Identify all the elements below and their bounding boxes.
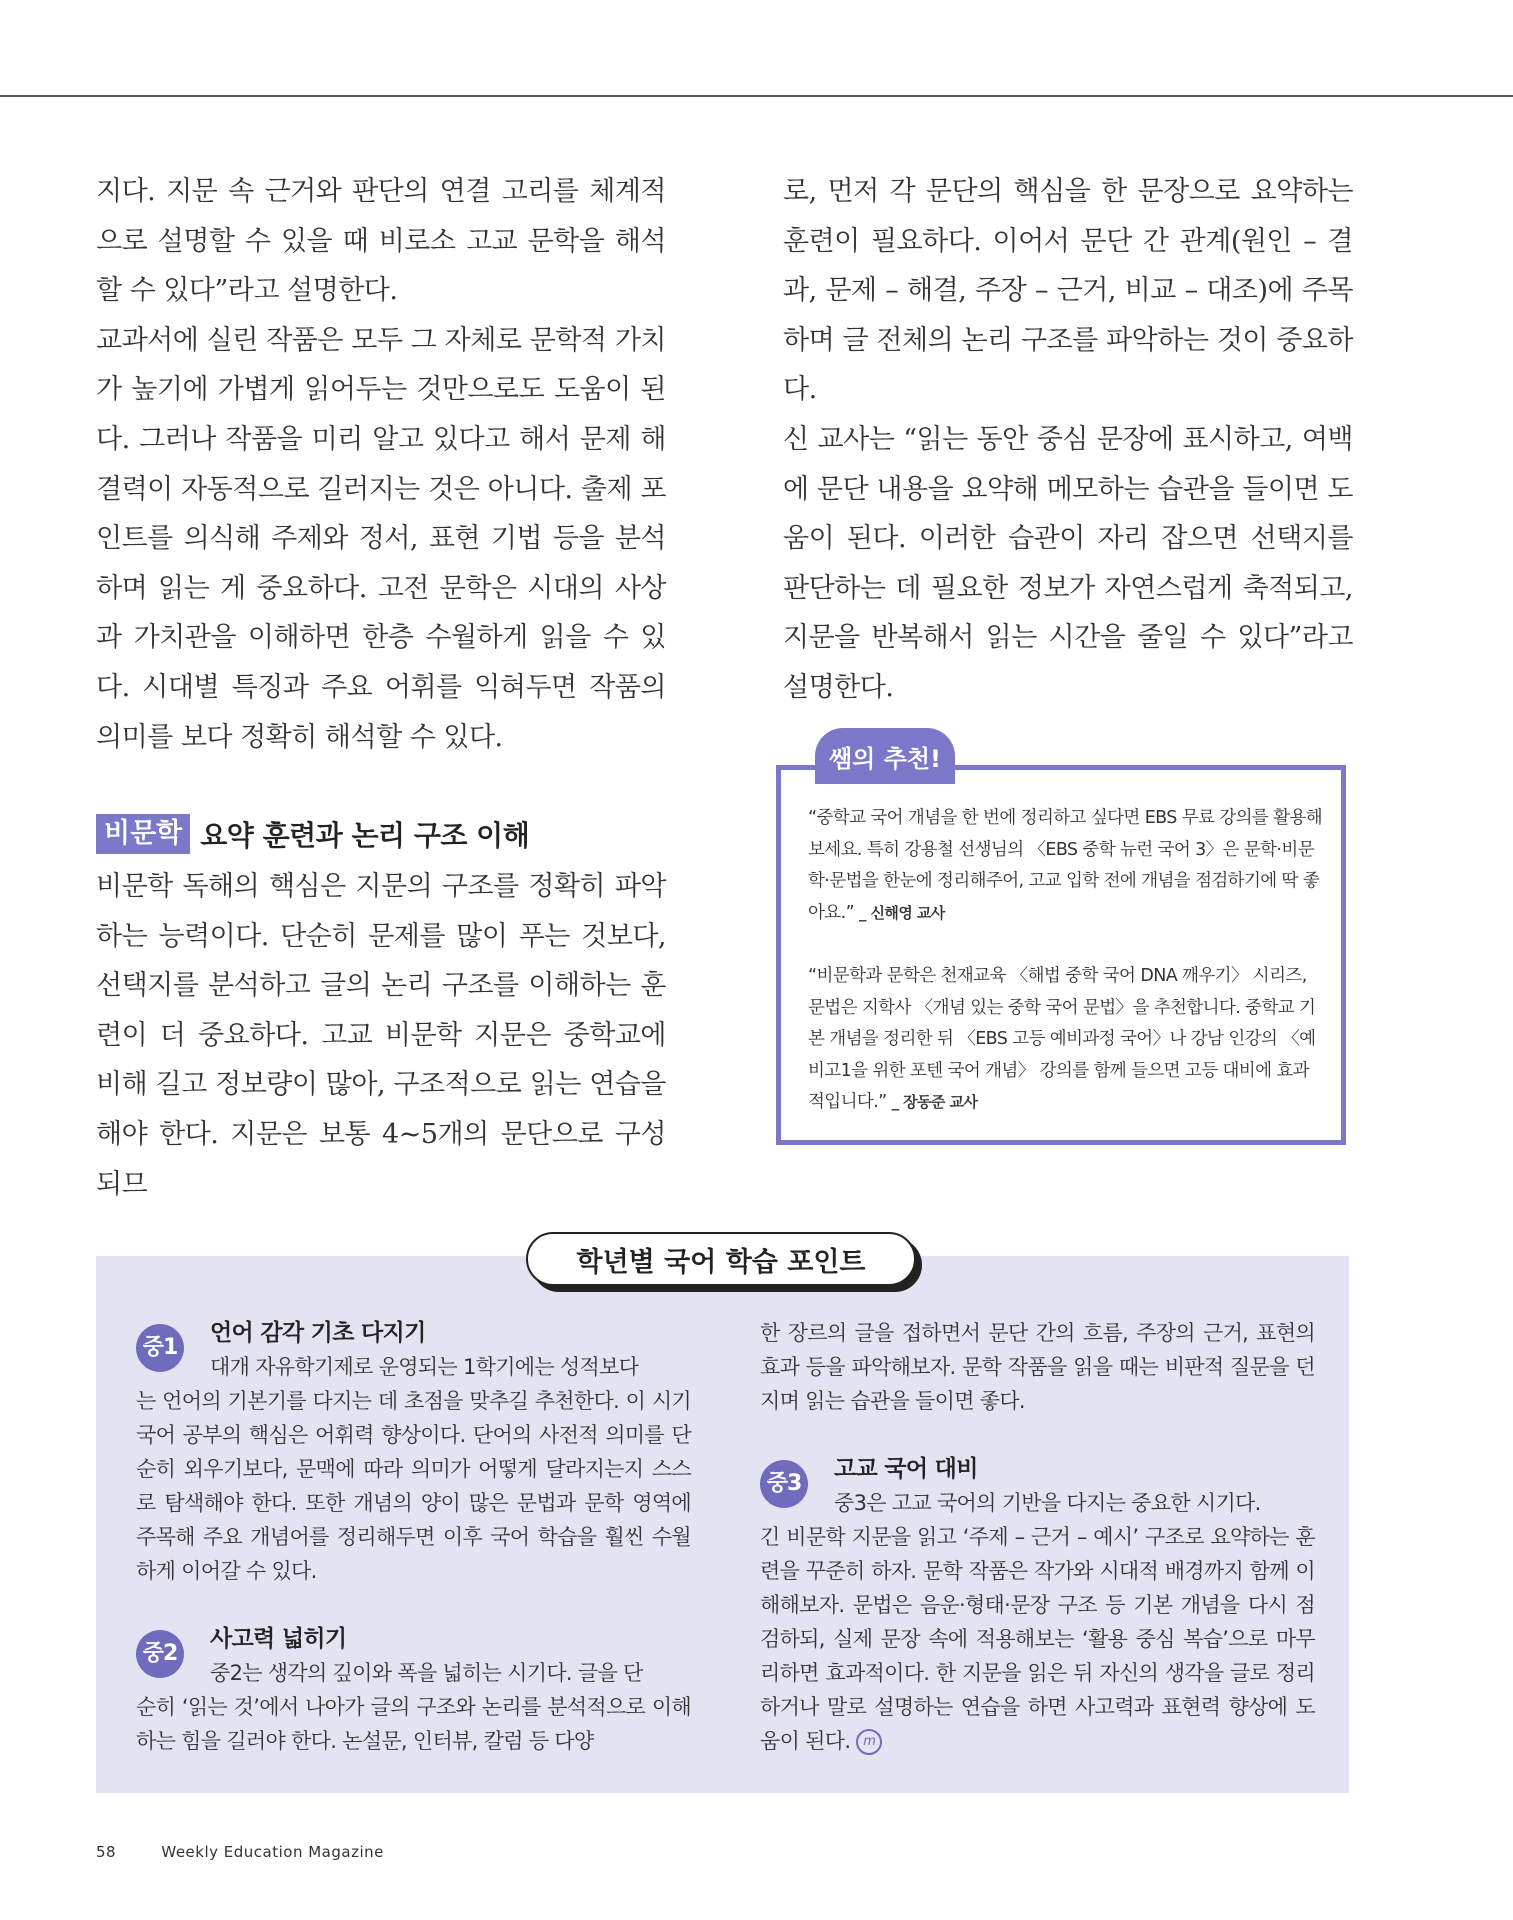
grade-badge: 중1 (136, 1324, 184, 1372)
recommendation-quote (808, 961, 1323, 1119)
grade-title: 고교 국어 대비 (834, 1456, 978, 1482)
grade-badge: 중3 (760, 1460, 808, 1508)
top-rule (0, 95, 1513, 97)
grade-first-line: 대개 자유학기제로 운영되는 1학기에는 성적보다 (210, 1355, 639, 1379)
right-column (783, 167, 1353, 713)
grade-column-right (760, 1316, 1315, 1792)
grade-text (760, 1520, 1315, 1758)
body-paragraph: 교과서에 실린 작품은 모두 그 자체로 문학적 가치가 높기에 가볍게 읽어두는 것만으로도 도움이 된다. 그러나 작품을 미리 알고 있다고 해서 문제 해결력이 자동적으로 길러지는 것은 아니다. 출제 포인트를 의식해 주제와 정서, 표현 기법 등을 분석하며 읽는 게 중요하다. 고전 문학은 시대의 사상과 가치관을 이해하면 한층 수월하게 읽을 수 있다. 시대별 특징과 주요 어휘를 익혀두면 작품의 의미를 보다 정확히 해석할 수 있다. (96, 324, 666, 753)
section-tag: 비문학 (96, 814, 190, 854)
section-title: 요약 훈련과 논리 구조 이해 (200, 819, 530, 852)
grade-points-header: 학년별 국어 학습 포인트 (526, 1232, 916, 1286)
section-heading (96, 813, 529, 855)
quote-author: _ 신해영 교사 (859, 903, 945, 922)
left-column-continued (96, 862, 666, 1209)
grade-badge: 중2 (136, 1630, 184, 1678)
grade-text: 순히 ‘읽는 것’에서 나아가 글의 구조와 논리를 분석적으로 이해하는 힘을 길러야 한다. 논설문, 인터뷰, 칼럼 등 다양 (136, 1695, 691, 1753)
quote-text: “중학교 국어 개념을 한 번에 정리하고 싶다면 EBS 무료 강의를 활용해보세요. 특히 강용철 선생님의 〈EBS 중학 뉴런 국어 3〉은 문학·비문학·문법을 한눈에 정리해주어, 고교 입학 전에 개념을 점검하기에 딱 좋아요.” (808, 808, 1323, 923)
quote-author: _ 장동준 교사 (891, 1093, 978, 1111)
grade-column-left (136, 1316, 691, 1792)
recommendation-body (808, 803, 1323, 1151)
grade-section-2-continued (760, 1316, 1315, 1418)
grade-section-3 (760, 1452, 1315, 1758)
grade-text-body: 긴 비문학 지문을 읽고 ‘주제 – 근거 – 예시’ 구조로 요약하는 훈련을 꾸준히 하자. 문학 작품은 작가와 시대적 배경까지 함께 이해해보자. 문법은 음운·형태·문장 구조 등 기본 개념을 다시 점검하되, 실제 문장 속에 적용해보는 ‘활용 중심 복습’으로 마무리하면 효과적이다. 한 지문을 읽은 뒤 자신의 생각을 글로 정리하거나 말로 설명하는 연습을 하면 사고력과 표현력 향상에 도움이 된다. (760, 1525, 1315, 1753)
body-paragraph: 지다. 지문 속 근거와 판단의 연결 고리를 체계적으로 설명할 수 있을 때 비로소 고교 문학을 해석할 수 있다”라고 설명한다. (96, 176, 666, 307)
body-paragraph: 신 교사는 “읽는 동안 중심 문장에 표시하고, 여백에 문단 내용을 요약해 메모하는 습관을 들이면 도움이 된다. 이러한 습관이 자리 잡으면 선택지를 판단하는 데 필요한 정보가 자연스럽게 축적되고, 지문을 반복해서 읽는 시간을 줄일 수 있다”라고 설명한다. (783, 423, 1353, 703)
quote-text: “비문학과 문학은 천재교육 〈해법 중학 국어 DNA 깨우기〉 시리즈, 문법은 지학사 〈개념 있는 중학 국어 문법〉을 추천합니다. 중학교 기본 개념을 정리한 뒤 〈EBS 고등 예비과정 국어〉나 강남 인강의 〈예비고1을 위한 포텐 국어 개념〉 강의를 함께 들으면 고등 대비에 효과적입니다.” (808, 966, 1316, 1112)
grade-first-line: 중2는 생각의 깊이와 폭을 넓히는 시기다. 글을 단 (210, 1661, 643, 1685)
magazine-name: Weekly Education Magazine (161, 1843, 384, 1861)
grade-section-2 (136, 1622, 691, 1758)
grade-title: 사고력 넓히기 (210, 1626, 347, 1652)
body-paragraph: 로, 먼저 각 문단의 핵심을 한 문장으로 요약하는 훈련이 필요하다. 이어서 문단 간 관계(원인 – 결과, 문제 – 해결, 주장 – 근거, 비교 – 대조)에 주목하며 글 전체의 논리 구조를 파악하는 것이 중요하다. (783, 176, 1353, 406)
end-mark-icon: m (856, 1729, 882, 1755)
body-paragraph: 비문학 독해의 핵심은 지문의 구조를 정확히 파악하는 능력이다. 단순히 문제를 많이 푸는 것보다, 선택지를 분석하고 글의 논리 구조를 이해하는 훈련이 더 중요하다. 고교 비문학 지문은 중학교에 비해 길고 정보량이 많아, 구조적으로 읽는 연습을 해야 한다. 지문은 보통 4~5개의 문단으로 구성되므 (96, 871, 666, 1200)
page-number: 58 (96, 1843, 117, 1861)
grade-text: 한 장르의 글을 접하면서 문단 간의 흐름, 주장의 근거, 표현의 효과 등을 파악해보자. 문학 작품을 읽을 때는 비판적 질문을 던지며 읽는 습관을 들이면 좋다. (760, 1321, 1315, 1413)
grade-section-1 (136, 1316, 691, 1588)
recommendation-tab: 쌤의 추천! (815, 728, 955, 784)
grade-text: 는 언어의 기본기를 다지는 데 초점을 맞추길 추천한다. 이 시기 국어 공부의 핵심은 어휘력 향상이다. 단어의 사전적 의미를 단순히 외우기보다, 문맥에 따라 의미가 어떻게 달라지는지 스스로 탐색해야 한다. 또한 개념의 양이 많은 문법과 문학 영역에 주목해 주요 개념어를 정리해두면 이후 국어 학습을 훨씬 수월하게 이어갈 수 있다. (136, 1389, 691, 1583)
grade-first-line: 중3은 고교 국어의 기반을 다지는 중요한 시기다. (834, 1491, 1261, 1515)
recommendation-quote (808, 803, 1323, 929)
grade-title: 언어 감각 기초 다지기 (210, 1320, 426, 1346)
left-column (96, 167, 666, 762)
page-footer (96, 1843, 384, 1861)
